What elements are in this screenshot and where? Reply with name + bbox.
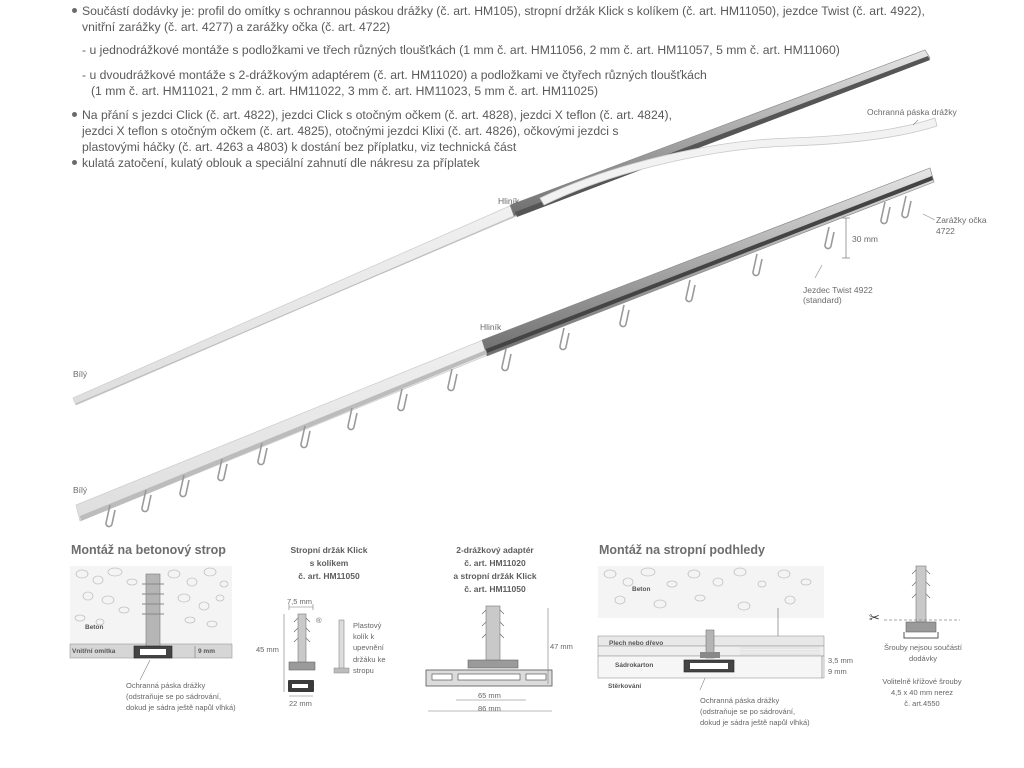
scissors-icon: ✂ [869,611,880,626]
bracket-title-3: č. art. HM11050 [298,571,360,581]
concrete-note-2: (odstraňuje se po sádrování, [126,692,222,701]
adapter-title-2: č. art. HM11020 [464,558,526,568]
label-45mm: 45 mm [256,645,279,654]
label-end-stop: Zarážky očka [936,215,987,225]
label-9mm: 9 mm [198,648,215,655]
label-white-top: Bílý [73,369,88,379]
label-22mm: 22 mm [289,699,312,708]
bullet-1-line-2: vnitřní zarážky (č. art. 4277) a zarážky očka (č. art. 4722) [82,20,391,34]
registered-mark: ® [316,616,322,625]
sub-bullet-2-line-2: (1 mm č. art. HM11021, 2 mm č. art. HM11022, 3 mm č. art. HM11023, 5 mm č. art. HM11025) [91,84,599,98]
plastic-dowel-3: upevnění [353,643,384,652]
ceiling-note-2: (odstraňuje se po sádrování, [700,707,796,716]
section-title-ceiling: Montáž na stropní podhledy [599,543,765,557]
ceiling-label-plasterboard: Sádrokarton [615,662,654,669]
label-86mm: 86 mm [478,704,501,713]
label-65mm: 65 mm [478,691,501,700]
sub-bullet-1: - u jednodrážkové montáže s podložkami ve třech různých tloušťkách (1 mm č. art. HM11056, 2 mm č. art. HM11057, 5 mm č. art. HM11060) [82,43,840,57]
screws-option-2: 4,5 x 40 mm nerez [890,688,954,697]
ceiling-label-skim: Stěrkování [608,683,642,690]
label-concrete: Beton [85,624,104,631]
screws-note-2: dodávky [909,654,937,663]
concrete-note-3: dokud je sádra ještě napůl vlhká) [126,703,236,712]
concrete-note-1: Ochranná páska drážky [126,681,206,690]
screws-option-3: č. art.4550 [904,699,940,708]
plastic-dowel-5: stropu [353,666,374,675]
ceiling-label-3-5mm: 3,5 mm [828,656,854,665]
ceiling-label-sheet: Plech nebo dřevo [609,640,664,647]
label-end-stop-number: 4722 [936,226,955,236]
sub-bullet-2-line-1: - u dvoudrážkové montáže s 2-drážkovým adaptérem (č. art. HM11020) a podložkami ve čtyřech různých tloušťkách [82,68,707,82]
bullet-1-line-1: Součástí dodávky je: profil do omítky s ochrannou páskou drážky (č. art. HM105), stropní držák Klick s kolíkem (č. art. HM11050), jezdce Twist (č. art. 4922), [82,4,925,18]
label-aluminium-top: Hliník [498,196,520,206]
adapter-title-1: 2-drážkový adaptér [456,545,534,555]
label-protective-tape: Ochranná páska drážky [867,107,957,117]
plastic-dowel-4: držáku ke [353,655,386,664]
ceiling-label-concrete: Beton [632,586,651,593]
label-7-5mm: 7,5 mm [287,597,313,606]
screws-option-1: Volitelně křížové šrouby [882,677,962,686]
bullet-2-line-1: Na přání s jezdci Click (č. art. 4822), jezdci Click s otočným očkem (č. art. 4828), jezdci X teflon (č. art. 4824), [82,108,672,122]
plastic-dowel-1: Plastový [353,621,382,630]
screws-note-1: Šrouby nejsou součástí [884,643,962,652]
bracket-title-2: s kolíkem [309,558,349,568]
bullet-2-line-3: plastovými háčky (č. art. 4263 a 4803) k dostání bez příplatku, viz technická část [82,140,517,154]
bullet-2-line-2: jezdci X teflon s otočným očkem (č. art. 4825), otočnými jezdci Klixi (č. art. 4826), očkovými jezdci s [82,124,619,138]
label-runner-1: Jezdec Twist 4922 [803,285,873,295]
ceiling-note-3: dokud je sádra ještě napůl vlhká) [700,718,810,727]
bullet-3: kulatá zatočení, kulatý oblouk a speciální zahnutí dle nákresu za příplatek [82,156,480,170]
label-30mm: 30 mm [852,234,878,244]
bracket-title-1: Stropní držák Klick [290,545,368,555]
label-white-bottom: Bílý [73,485,88,495]
ceiling-label-9mm: 9 mm [828,667,847,676]
adapter-title-3: a stropní držák Klick [453,571,537,581]
label-inner-plaster: Vnitřní omítka [72,648,116,655]
adapter-title-4: č. art. HM11050 [464,584,526,594]
ceiling-note-1: Ochranná páska drážky [700,696,780,705]
plastic-dowel-2: kolík k [353,632,375,641]
label-47mm: 47 mm [550,642,573,651]
section-title-concrete: Montáž na betonový strop [71,543,226,557]
label-runner-2: (standard) [803,295,842,305]
label-aluminium-bottom: Hliník [480,322,502,332]
